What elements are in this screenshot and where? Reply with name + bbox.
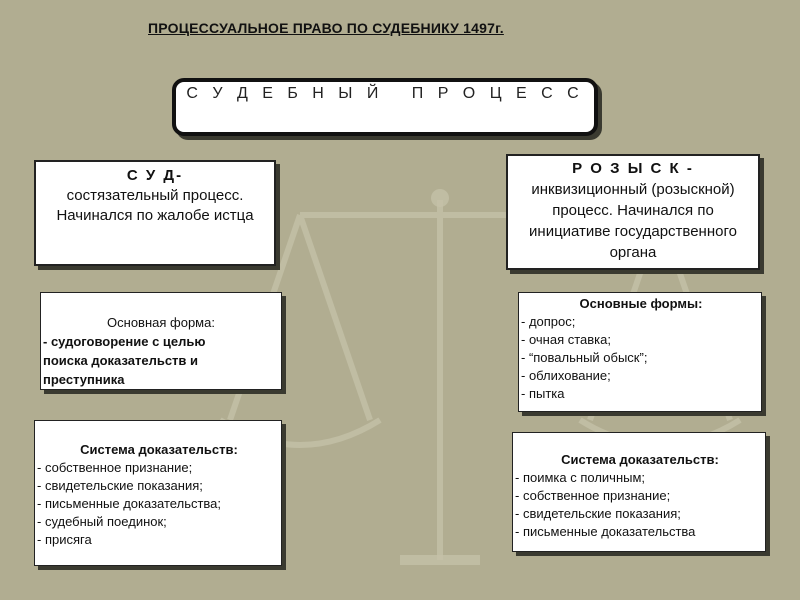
left-evidence-box (34, 420, 282, 566)
list-item: - пытка (521, 386, 565, 401)
list-item: - судоговорение с целью (43, 334, 206, 349)
judicial-process-box (172, 78, 598, 136)
list-item: - собственное признание; (37, 460, 193, 475)
list-item: - допрос; (521, 314, 576, 329)
rozysk-box (506, 154, 760, 270)
rozysk-line: процесс. Начинался по (552, 202, 714, 219)
list-item: - поимка с поличным; (515, 470, 646, 485)
list-item: - письменные доказательства (515, 524, 696, 539)
main-form-heading: Основная форма: (107, 315, 215, 330)
rozysk-heading: Р О З Ы С К - (572, 160, 694, 177)
list-item: - собственное признание; (515, 488, 671, 503)
main-forms-box (518, 292, 762, 412)
sud-line: Начинался по жалобе истца (56, 207, 254, 224)
list-item: - присяга (37, 532, 92, 547)
main-form-box (40, 292, 282, 390)
sud-heading: С У Д- (126, 167, 184, 184)
main-forms-heading: Основные формы: (579, 296, 703, 311)
list-item: преступника (43, 372, 125, 387)
page-title: ПРОЦЕССУАЛЬНОЕ ПРАВО ПО СУДЕБНИКУ 1497г. (148, 20, 504, 36)
rozysk-line: органа (609, 244, 657, 261)
judicial-process-label: С У Д Е Б Н Ы Й П Р О Ц Е С С (186, 85, 584, 102)
sud-line: состязательный процесс. (66, 187, 244, 204)
list-item: - очная ставка; (521, 332, 611, 347)
sud-box (34, 160, 276, 266)
right-evidence-heading: Система доказательств: (561, 452, 719, 467)
list-item: - свидетельские показания; (515, 506, 681, 521)
rozysk-line: инициативе государственного (529, 223, 737, 240)
list-item: - письменные доказательства; (37, 496, 222, 511)
rozysk-line: инквизиционный (розыскной) (531, 181, 735, 198)
list-item: - судебный поединок; (37, 514, 167, 529)
right-evidence-box (512, 432, 766, 552)
list-item: - облихование; (521, 368, 611, 383)
list-item: - свидетельские показания; (37, 478, 203, 493)
left-evidence-heading: Система доказательств: (80, 442, 238, 457)
list-item: - “повальный обыск”; (521, 350, 648, 365)
list-item: поиска доказательств и (43, 353, 199, 368)
